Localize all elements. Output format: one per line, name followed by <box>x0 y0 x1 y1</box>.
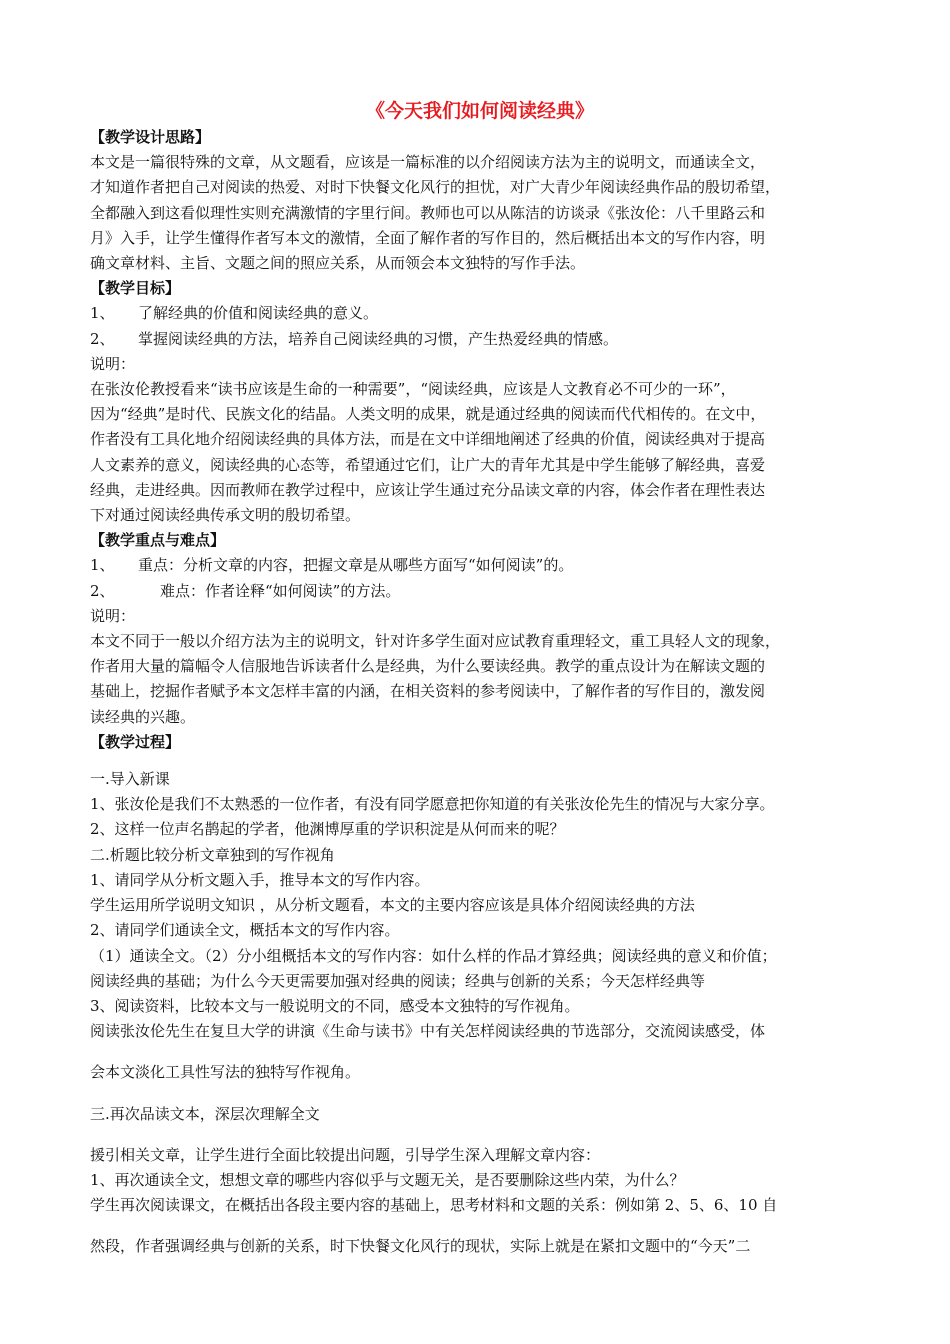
item-number: 1、 <box>90 304 115 323</box>
item-number: 2、 <box>90 329 115 348</box>
goal-item <box>90 301 870 326</box>
section-heading-design: 【教学设计思路】 <box>90 128 211 146</box>
text-line: 读经典的兴趣。 <box>90 707 196 726</box>
text-line: 本文是一篇很特殊的文章，从文题看，应该是一篇标准的以介绍阅读方法为主的说明文，而通读全文， <box>90 153 766 172</box>
process-part-title: 二.析题比较分析文章独到的写作视角 <box>90 845 335 864</box>
item-number: 2、 <box>90 581 115 600</box>
text-line: 1、请同学从分析文题入手，推导本文的写作内容。 <box>90 870 430 889</box>
design-paragraph <box>90 150 870 276</box>
keypoint-item <box>90 579 870 604</box>
text-line: 阅读经典的基础；为什么今天更需要加强对经典的阅读；经典与创新的关系；今天怎样经典等 <box>90 971 706 990</box>
text-line: 本文不同于一般以介绍方法为主的说明文，针对许多学生面对应试教育重理轻文，重工具轻人文的现象， <box>90 632 781 651</box>
item-text: 掌握阅读经典的方法，培养自己阅读经典的习惯，产生热爱经典的情感。 <box>138 329 619 348</box>
section-heading-process: 【教学过程】 <box>90 732 181 751</box>
text-line: （1）通读全文。（2）分小组概括本文的写作内容：如什么样的作品才算经典；阅读经典的意义和价值； <box>90 946 777 965</box>
text-line: 经典，走进经典。因而教师在教学过程中，应该让学生通过充分品读文章的内容，体会作者在理性表达 <box>90 480 766 499</box>
text-line: 月》入手，让学生懂得作者写本文的激情，全面了解作者的写作目的，然后概括出本文的写作内容，明 <box>90 228 766 247</box>
item-text: 难点：作者诠释“如何阅读”的方法。 <box>160 581 401 600</box>
section-heading-goals: 【教学目标】 <box>90 279 181 298</box>
note-label: 说明： <box>90 606 136 625</box>
text-line: 在张汝伦教授看来“读书应该是生命的一种需要”，“阅读经典，应该是人文教育必不可少的一环”， <box>90 380 736 399</box>
section-heading-keypoints: 【教学重点与难点】 <box>90 531 226 550</box>
text-line: 人文素养的意义，阅读经典的心态等，希望通过它们，让广大的青年尤其是中学生能够了解经典，喜爱 <box>90 455 766 474</box>
keypoint-item <box>90 553 870 578</box>
text-line: 才知道作者把自己对阅读的热爱、对时下快餐文化风行的担忧，对广大青少年阅读经典作品的殷切希望， <box>90 178 781 197</box>
text-line: 援引相关文章，让学生进行全面比较提出问题，引导学生深入理解文章内容： <box>90 1145 601 1164</box>
text-line: 会本文淡化工具性写法的独特写作视角。 <box>90 1063 361 1082</box>
text-line: 下对通过阅读经典传承文明的殷切希望。 <box>90 506 361 525</box>
text-line: 2、这样一位声名鹊起的学者，他渊博厚重的学识积淀是从何而来的呢？ <box>90 820 565 839</box>
item-text: 了解经典的价值和阅读经典的意义。 <box>138 304 379 323</box>
text-line: 阅读张汝伦先生在复旦大学的讲演《生命与读书》中有关怎样阅读经典的节选部分，交流阅读感受，体 <box>90 1022 766 1041</box>
text-line: 基础上，挖掘作者赋予本文怎样丰富的内涵，在相关资料的参考阅读中，了解作者的写作目的，激发阅 <box>90 682 766 701</box>
text-line: 因为“经典”是时代、民族文化的结晶。人类文明的成果，就是通过经典的阅读而代代相传的。在文中， <box>90 405 766 424</box>
keypoints-note-paragraph <box>90 629 870 730</box>
document-page <box>90 98 870 1260</box>
document-title: 《今天我们如何阅读经典》 <box>365 100 594 122</box>
text-line: 2、请同学们通读全文，概括本文的写作内容。 <box>90 921 400 940</box>
text-line: 作者用大量的篇幅令人信服地告诉读者什么是经典，为什么要读经典。教学的重点设计为在解读文题的 <box>90 657 766 676</box>
text-line: 3、阅读资料，比较本文与一般说明文的不同，感受本文独特的写作视角。 <box>90 996 580 1015</box>
item-number: 1、 <box>90 556 115 575</box>
text-line: 学生运用所学说明文知识 ，从分析文题看，本文的主要内容应该是具体介绍阅读经典的方法 <box>90 896 695 915</box>
text-line: 1、再次通读全文，想想文章的哪些内容似乎与文题无关，是否要删除这些内荣，为什么？ <box>90 1170 685 1189</box>
note-label: 说明： <box>90 354 136 373</box>
goals-note-paragraph <box>90 377 870 528</box>
process-part-title: 一.导入新课 <box>90 770 170 789</box>
process-part-title: 三.再次品读文本，深层次理解全文 <box>90 1104 320 1123</box>
text-line: 然段，作者强调经典与创新的关系，时下快餐文化风行的现状，实际上就是在紧扣文题中的“今天”二 <box>90 1237 751 1256</box>
text-line: 学生再次阅读课文，在概括出各段主要内容的基础上，思考材料和文题的关系：例如第 2、5、6、10 自 <box>90 1196 778 1215</box>
text-line: 1、张汝伦是我们不太熟悉的一位作者，有没有同学愿意把你知道的有关张汝伦先生的情况与大家分享。 <box>90 795 775 814</box>
goal-item <box>90 327 870 352</box>
text-line: 确文章材料、主旨、文题之间的照应关系，从而领会本文独特的写作手法。 <box>90 254 586 273</box>
item-text: 重点：分析文章的内容，把握文章是从哪些方面写“如何阅读”的。 <box>138 556 574 575</box>
text-line: 全都融入到这看似理性实则充满激情的字里行间。教师也可以从陈洁的访谈录《张汝伦：八千里路云和 <box>90 203 766 222</box>
text-line: 作者没有工具化地介绍阅读经典的具体方法，而是在文中详细地阐述了经典的价值，阅读经典对于提高 <box>90 430 766 449</box>
